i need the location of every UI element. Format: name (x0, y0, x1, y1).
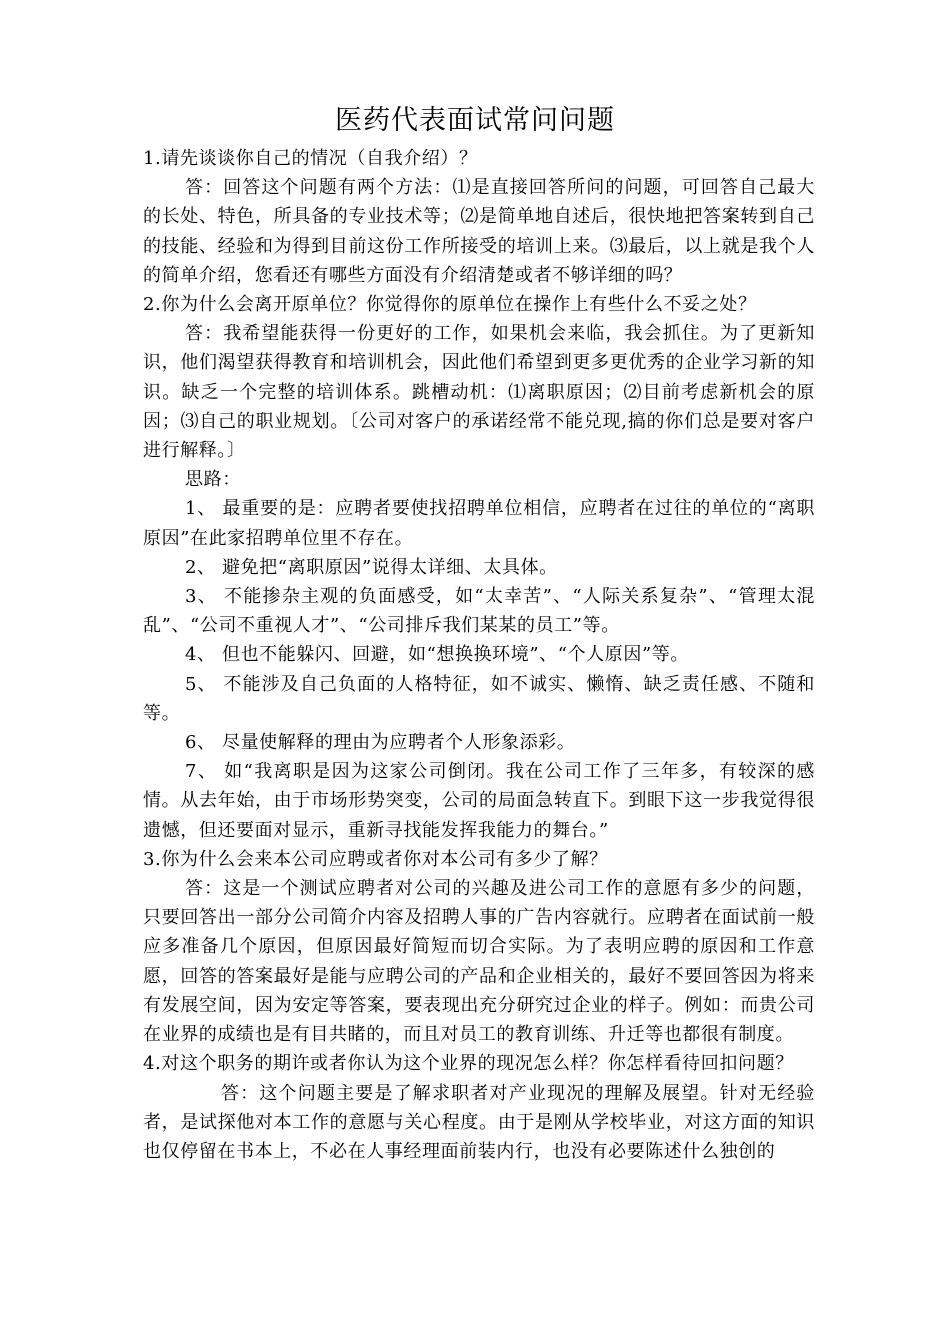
document-body (143, 144, 815, 1166)
answer-3: 答：这是一个测试应聘者对公司的兴趣及进公司工作的意愿有多少的问题，只要回答出一部分公司简介内容及招聘人事的广告内容就行。应聘者在面试前一般应多准备几个原因，但原因最好简短而切合实际。为了表明应聘的原因和工作意愿，回答的答案最好是能与应聘公司的产品和企业相关的，最好不要回答因为将来有发展空间，因为安定等答案，要表现出充分研究过企业的样子。例如：而贵公司在业界的成绩也是有目共睹的，而且对员工的教育训练、升迁等也都很有制度。 (143, 878, 815, 1046)
answer-2: 答：我希望能获得一份更好的工作，如果机会来临，我会抓住。为了更新知识，他们渴望获得教育和培训机会，因此他们希望到更多更优秀的企业学习新的知识。缺乏一个完整的培训体系。跳槽动机：⑴离职原因；⑵目前考虑新机会的原因；⑶自己的职业规划。〔公司对客户的承诺经常不能兑现,搞的你们总是要对客户进行解释。〕 (143, 323, 815, 462)
approach-point-7: 7、 如“我离职是因为这家公司倒闭。我在公司工作了三年多，有较深的感情。从去年始，由于市场形势突变，公司的局面急转直下。到眼下这一步我觉得很遗憾，但还要面对显示，重新寻找能发挥我能力的舞台。” (143, 761, 815, 841)
approach-point-3: 3、 不能掺杂主观的负面感受，如“太幸苦”、“人际关系复杂”、“管理太混乱”、“公司不重视人才”、“公司排斥我们某某的员工”等。 (143, 586, 815, 637)
approach-point-4: 4、 但也不能躲闪、回避，如“想换换环境”、“个人原因”等。 (185, 644, 689, 666)
document-title: 医药代表面试常问问题 (335, 105, 615, 136)
question-4: 4.对这个职务的期许或者你认为这个业界的现况怎么样？你怎样看待回扣问题？ (143, 1053, 794, 1075)
approach-point-2: 2、 避免把“离职原因”说得太详细、太具体。 (185, 556, 558, 578)
approach-point-1: 1、 最重要的是：应聘者要使找招聘单位相信，应聘者在过往的单位的“离职原因”在此家招聘单位里不存在。 (143, 498, 815, 549)
approach-heading: 思路： (185, 469, 241, 491)
question-1: 1.请先谈谈你自己的情况（自我介绍）？ (143, 148, 478, 169)
answer-4: 答：这个问题主要是了解求职者对产业现况的理解及展望。针对无经验者，是试探他对本工作的意愿与关心程度。由于是刚从学校毕业，对这方面的知识也仅停留在书本上，不必在人事经理面前装内行，也没有必要陈述什么独创的 (143, 1082, 815, 1162)
approach-point-6: 6、 尽量使解释的理由为应聘者个人形象添彩。 (185, 732, 576, 754)
question-2: 2.你为什么会离开原单位？你觉得你的原单位在操作上有些什么不妥之处？ (143, 294, 757, 316)
question-3: 3.你为什么会来本公司应聘或者你对本公司有多少了解？ (143, 848, 608, 870)
answer-1: 答：回答这个问题有两个方法：⑴是直接回答所问的问题，可回答自己最大的长处、特色，所具备的专业技术等；⑵是简单地自述后，很快地把答案转到自己的技能、经验和为得到目前这份工作所接受的培训上来。⑶最后，以上就是我个人的简单介绍，您看还有哪些方面没有介绍清楚或者不够详细的吗？ (143, 177, 815, 286)
approach-point-5: 5、 不能涉及自己负面的人格特征，如不诚实、懒惰、缺乏责任感、不随和等。 (143, 673, 815, 724)
